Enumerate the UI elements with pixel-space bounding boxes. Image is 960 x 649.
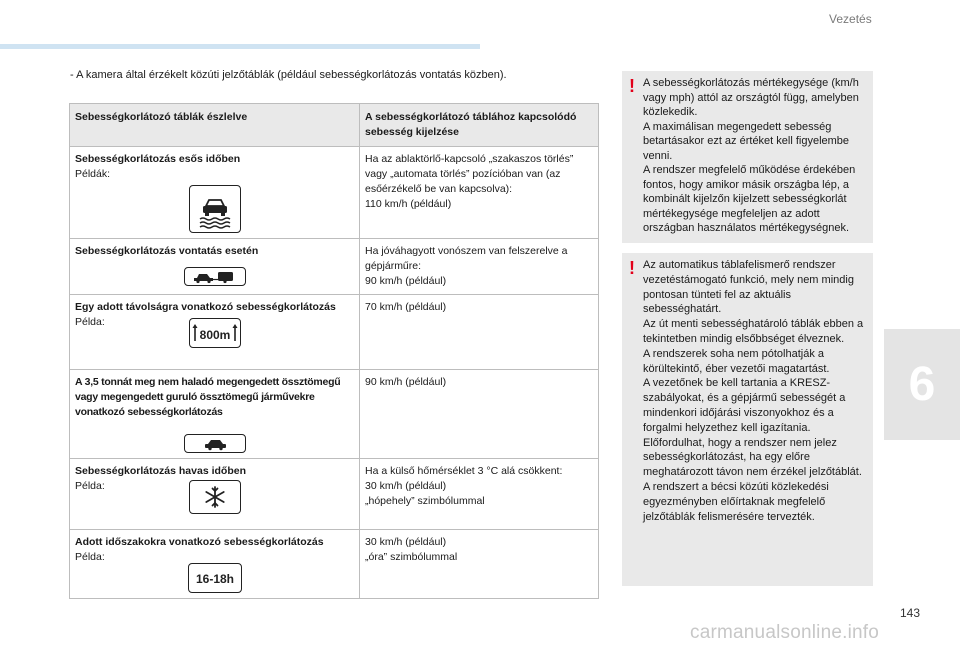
car-sign-icon — [184, 434, 246, 453]
note-paragraph: Az automatikus táblafelismerő rendszer vezetéstámogató funkció, mely nem mindig pontosan tünteti fel az aktuális sebességhatárt. — [643, 259, 854, 316]
condition-cell — [70, 530, 360, 599]
distance-sign-text: 800m — [199, 328, 230, 342]
speed-value-text: 90 km/h (például) — [365, 275, 447, 287]
speed-value-text: 30 km/h (például) — [365, 480, 447, 492]
table-header-row — [70, 104, 599, 147]
chapter-number: 6 — [908, 357, 936, 411]
column-header-detected-signs: Sebességkorlátozó táblák észlelve — [70, 104, 360, 147]
warning-exclamation-icon: ! — [629, 258, 635, 278]
condition-example-label: Példa: — [75, 551, 105, 563]
condition-cell — [70, 370, 360, 459]
table-row — [70, 295, 599, 370]
warning-note-text — [622, 253, 873, 531]
speed-condition-text: Ha az ablaktörlő-kapcsoló „szakaszos törlés” vagy „automata törlés” pozícióban van (az esőérzékelő be van kapcsolva): — [365, 153, 574, 195]
condition-cell — [70, 147, 360, 239]
condition-cell — [70, 295, 360, 370]
warning-exclamation-icon: ! — [629, 76, 635, 96]
note-paragraph: A rendszerek soha nem pótolhatják a körültekintő, éber vezetői magatartást. — [643, 347, 830, 375]
page-number: 143 — [900, 606, 921, 620]
speed-value-text: 90 km/h (például) — [365, 376, 447, 388]
speed-display-cell — [360, 370, 599, 459]
table-row — [70, 459, 599, 530]
condition-title: Sebességkorlátozás esős időben — [75, 153, 241, 165]
speed-display-cell — [360, 530, 599, 599]
speed-display-cell — [360, 459, 599, 530]
car-on-wet-road-sign-icon — [189, 185, 241, 233]
condition-example-label: Példa: — [75, 316, 105, 328]
condition-example-label: Példa: — [75, 480, 105, 492]
table-row — [70, 147, 599, 239]
distance-800m-sign-icon — [189, 318, 241, 348]
intro-text: - A kamera által érzékelt közúti jelzőtáblák (például sebességkorlátozás vontatás közben). — [70, 69, 507, 81]
condition-title: Egy adott távolságra vonatkozó sebességkorlátozás — [75, 301, 336, 313]
note-paragraph: A sebességkorlátozás mértékegysége (km/h vagy mph) attól az országtól függ, amelyben közlekedik. — [643, 77, 859, 118]
condition-cell — [70, 459, 360, 530]
note-paragraph: Az út menti sebességhatároló táblák ebben a tekintetben mindig elsőbbséget élveznek. — [643, 318, 864, 345]
condition-title: Sebességkorlátozás vontatás esetén — [75, 245, 259, 257]
car-towing-trailer-icon — [184, 267, 246, 286]
speed-value-text: 30 km/h (például) — [365, 536, 447, 548]
table-row — [70, 530, 599, 599]
column-header-displayed-speed: A sebességkorlátozó táblához kapcsolódó sebesség kijelzése — [360, 104, 599, 147]
note-paragraph: A rendszert a bécsi közúti közlekedési egyezményben előírtaknak megfelelő jelzőtáblák felismerésére tervezték. — [643, 480, 829, 523]
condition-example-label: Példák: — [75, 168, 111, 180]
speed-condition-text: Ha a külső hőmérséklet 3 °C alá csökkent: — [365, 465, 563, 477]
table-row — [70, 370, 599, 459]
chapter-tab — [884, 329, 960, 440]
speed-display-cell — [360, 147, 599, 239]
warning-note — [622, 253, 873, 586]
speed-sign-table — [69, 103, 599, 599]
snowflake-icon — [189, 480, 241, 514]
condition-title: Sebességkorlátozás havas időben — [75, 465, 246, 477]
note-paragraph: Előfordulhat, hogy a rendszer nem jelez sebességkorlátozást, ha egy előre meghatározott távon nem érzékel jelzőtáblát. — [643, 436, 862, 479]
header-accent-bar — [0, 44, 480, 49]
speed-display-cell — [360, 295, 599, 370]
speed-symbol-text: „óra” szimbólummal — [365, 551, 458, 563]
watermark: carmanualsonline.info — [690, 622, 880, 643]
warning-note — [622, 71, 873, 243]
condition-cell — [70, 239, 360, 295]
condition-title: Adott időszakokra vonatkozó sebességkorlátozás — [75, 536, 324, 548]
section-title: Vezetés — [829, 12, 872, 26]
speed-symbol-text: „hópehely” szimbólummal — [365, 495, 485, 507]
speed-value-text: 110 km/h (például) — [365, 198, 452, 210]
warning-note-text — [622, 71, 873, 243]
table-row — [70, 239, 599, 295]
time-sign-text: 16-18h — [195, 572, 234, 586]
note-paragraph: A vezetőnek be kell tartania a KRESZ-szabályokat, és a gépjármű sebességét a mindenkori időjárási viszonyokhoz és a forgalmi helyzethez kell igazítania. — [643, 377, 846, 434]
speed-condition-text: Ha jóváhagyott vonószem van felszerelve a gépjárműre: — [365, 245, 568, 272]
condition-title: A 3,5 tonnát meg nem haladó megengedett össztömegű vagy megengedett guruló össztömegű járművekre vonatkozó sebességkorlátozás — [75, 376, 341, 418]
speed-display-cell — [360, 239, 599, 295]
speed-value-text: 70 km/h (például) — [365, 301, 447, 313]
note-paragraph: A rendszer megfelelő működése érdekében fontos, hogy amikor másik országba lép, a kombinált kijelzőn kijelzett sebességkorlát mértékegysége megfeleljen az adott országban használatos mértékegységnek. — [643, 164, 856, 234]
time-period-sign-icon — [188, 563, 242, 593]
note-paragraph: A maximálisan megengedett sebesség betartásakor ezt az értéket kell figyelembe venni. — [643, 120, 850, 162]
